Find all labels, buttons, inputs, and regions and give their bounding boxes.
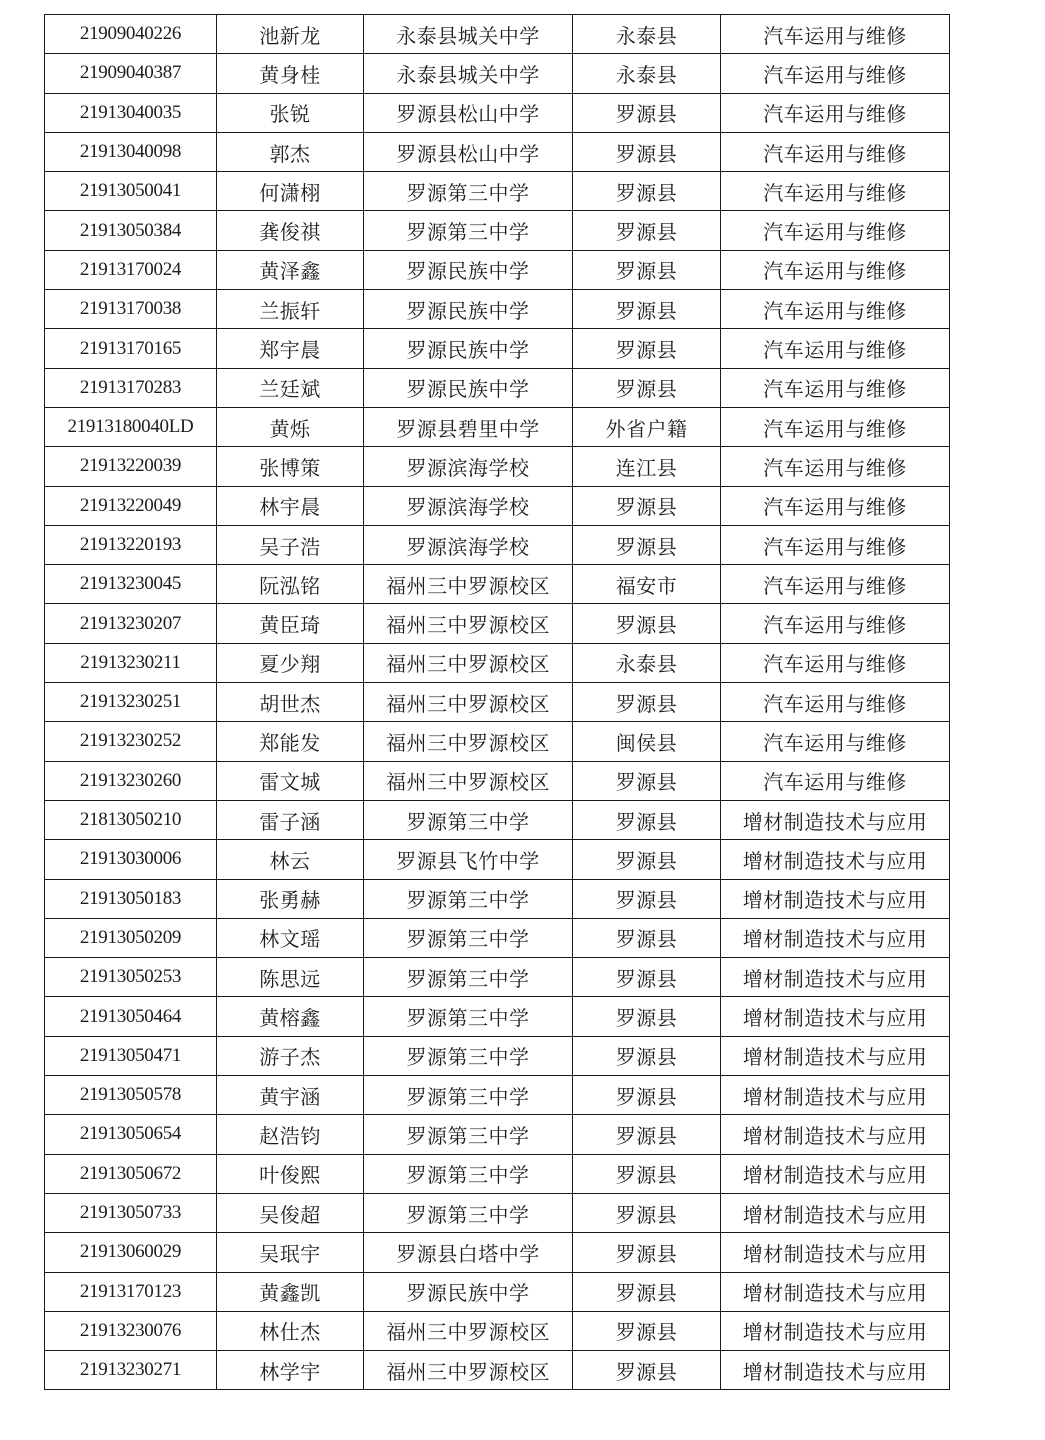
exam-id-cell: 21913050654	[45, 1115, 217, 1154]
student-name-cell: 赵浩钧	[217, 1115, 364, 1154]
table-row	[45, 1193, 950, 1232]
school-cell: 罗源第三中学	[364, 918, 573, 957]
exam-id-cell: 21913050672	[45, 1154, 217, 1193]
table-row	[45, 132, 950, 171]
major-cell: 汽车运用与维修	[721, 54, 950, 93]
school-cell: 罗源第三中学	[364, 879, 573, 918]
table-row	[45, 329, 950, 368]
school-cell: 罗源县飞竹中学	[364, 840, 573, 879]
school-cell: 罗源滨海学校	[364, 447, 573, 486]
major-cell: 增材制造技术与应用	[721, 997, 950, 1036]
table-row	[45, 761, 950, 800]
exam-id-cell: 21913050464	[45, 997, 217, 1036]
region-cell: 罗源县	[573, 486, 721, 525]
table-row	[45, 290, 950, 329]
exam-id-cell: 21913050471	[45, 1036, 217, 1075]
exam-id-cell: 21913170165	[45, 329, 217, 368]
student-name-cell: 林云	[217, 840, 364, 879]
major-cell: 增材制造技术与应用	[721, 1193, 950, 1232]
table-row	[45, 722, 950, 761]
table-row	[45, 1115, 950, 1154]
major-cell: 增材制造技术与应用	[721, 840, 950, 879]
exam-id-cell: 21913230045	[45, 565, 217, 604]
student-name-cell: 兰振轩	[217, 290, 364, 329]
region-cell: 罗源县	[573, 958, 721, 997]
major-cell: 汽车运用与维修	[721, 211, 950, 250]
student-name-cell: 黄榕鑫	[217, 997, 364, 1036]
student-name-cell: 龚俊祺	[217, 211, 364, 250]
school-cell: 福州三中罗源校区	[364, 1351, 573, 1390]
student-name-cell: 陈思远	[217, 958, 364, 997]
region-cell: 罗源县	[573, 1036, 721, 1075]
major-cell: 增材制造技术与应用	[721, 800, 950, 839]
exam-id-cell: 21913220193	[45, 525, 217, 564]
exam-id-cell: 21913170123	[45, 1272, 217, 1311]
region-cell: 罗源县	[573, 1193, 721, 1232]
exam-id-cell: 21913050384	[45, 211, 217, 250]
major-cell: 汽车运用与维修	[721, 250, 950, 289]
region-cell: 罗源县	[573, 1154, 721, 1193]
school-cell: 福州三中罗源校区	[364, 565, 573, 604]
school-cell: 罗源县松山中学	[364, 132, 573, 171]
exam-id-cell: 21913230076	[45, 1311, 217, 1350]
major-cell: 汽车运用与维修	[721, 525, 950, 564]
exam-id-cell: 21913170024	[45, 250, 217, 289]
student-name-cell: 游子杰	[217, 1036, 364, 1075]
student-name-cell: 张博策	[217, 447, 364, 486]
table-row	[45, 1076, 950, 1115]
table-row	[45, 525, 950, 564]
major-cell: 增材制造技术与应用	[721, 1233, 950, 1272]
student-name-cell: 阮泓铭	[217, 565, 364, 604]
exam-id-cell: 21909040226	[45, 15, 217, 54]
school-cell: 罗源第三中学	[364, 211, 573, 250]
school-cell: 罗源第三中学	[364, 1115, 573, 1154]
region-cell: 罗源县	[573, 1351, 721, 1390]
school-cell: 罗源县白塔中学	[364, 1233, 573, 1272]
school-cell: 福州三中罗源校区	[364, 643, 573, 682]
exam-id-cell: 21913050183	[45, 879, 217, 918]
school-cell: 罗源第三中学	[364, 1193, 573, 1232]
table-row	[45, 54, 950, 93]
region-cell: 罗源县	[573, 1272, 721, 1311]
region-cell: 罗源县	[573, 604, 721, 643]
major-cell: 汽车运用与维修	[721, 486, 950, 525]
student-name-cell: 黄鑫凯	[217, 1272, 364, 1311]
region-cell: 罗源县	[573, 368, 721, 407]
major-cell: 增材制造技术与应用	[721, 1272, 950, 1311]
exam-id-cell: 21913230260	[45, 761, 217, 800]
table-row	[45, 486, 950, 525]
school-cell: 罗源县碧里中学	[364, 407, 573, 446]
region-cell: 罗源县	[573, 250, 721, 289]
student-list-table-container	[44, 14, 949, 1390]
major-cell: 汽车运用与维修	[721, 565, 950, 604]
region-cell: 罗源县	[573, 329, 721, 368]
exam-id-cell: 21813050210	[45, 800, 217, 839]
region-cell: 永泰县	[573, 54, 721, 93]
table-row	[45, 1036, 950, 1075]
exam-id-cell: 21913040035	[45, 93, 217, 132]
student-name-cell: 吴子浩	[217, 525, 364, 564]
student-name-cell: 雷文城	[217, 761, 364, 800]
major-cell: 汽车运用与维修	[721, 368, 950, 407]
table-row	[45, 1272, 950, 1311]
region-cell: 罗源县	[573, 761, 721, 800]
major-cell: 汽车运用与维修	[721, 643, 950, 682]
table-row	[45, 918, 950, 957]
major-cell: 汽车运用与维修	[721, 407, 950, 446]
region-cell: 罗源县	[573, 879, 721, 918]
major-cell: 增材制造技术与应用	[721, 1311, 950, 1350]
school-cell: 罗源民族中学	[364, 1272, 573, 1311]
student-name-cell: 吴俊超	[217, 1193, 364, 1232]
student-name-cell: 黄宇涵	[217, 1076, 364, 1115]
school-cell: 永泰县城关中学	[364, 15, 573, 54]
school-cell: 罗源县松山中学	[364, 93, 573, 132]
exam-id-cell: 21913060029	[45, 1233, 217, 1272]
school-cell: 罗源民族中学	[364, 290, 573, 329]
major-cell: 汽车运用与维修	[721, 447, 950, 486]
major-cell: 增材制造技术与应用	[721, 1154, 950, 1193]
school-cell: 罗源第三中学	[364, 1154, 573, 1193]
school-cell: 罗源民族中学	[364, 329, 573, 368]
student-name-cell: 雷子涵	[217, 800, 364, 839]
region-cell: 罗源县	[573, 1115, 721, 1154]
student-name-cell: 黄身桂	[217, 54, 364, 93]
exam-id-cell: 21913040098	[45, 132, 217, 171]
exam-id-cell: 21913180040LD	[45, 407, 217, 446]
region-cell: 外省户籍	[573, 407, 721, 446]
school-cell: 福州三中罗源校区	[364, 604, 573, 643]
exam-id-cell: 21913230207	[45, 604, 217, 643]
region-cell: 罗源县	[573, 525, 721, 564]
table-row	[45, 840, 950, 879]
region-cell: 罗源县	[573, 918, 721, 957]
table-row	[45, 997, 950, 1036]
exam-id-cell: 21913230252	[45, 722, 217, 761]
table-row	[45, 1351, 950, 1390]
table-row	[45, 211, 950, 250]
school-cell: 罗源民族中学	[364, 250, 573, 289]
major-cell: 汽车运用与维修	[721, 722, 950, 761]
table-row	[45, 879, 950, 918]
school-cell: 罗源第三中学	[364, 958, 573, 997]
major-cell: 汽车运用与维修	[721, 761, 950, 800]
student-name-cell: 郑能发	[217, 722, 364, 761]
table-row	[45, 447, 950, 486]
major-cell: 增材制造技术与应用	[721, 918, 950, 957]
region-cell: 罗源县	[573, 1076, 721, 1115]
student-name-cell: 林宇晨	[217, 486, 364, 525]
student-name-cell: 兰廷斌	[217, 368, 364, 407]
exam-id-cell: 21913050041	[45, 172, 217, 211]
table-body	[45, 15, 950, 1390]
region-cell: 罗源县	[573, 1311, 721, 1350]
region-cell: 连江县	[573, 447, 721, 486]
region-cell: 罗源县	[573, 997, 721, 1036]
table-row	[45, 565, 950, 604]
student-name-cell: 黄泽鑫	[217, 250, 364, 289]
major-cell: 汽车运用与维修	[721, 93, 950, 132]
region-cell: 罗源县	[573, 211, 721, 250]
exam-id-cell: 21909040387	[45, 54, 217, 93]
major-cell: 增材制造技术与应用	[721, 1115, 950, 1154]
school-cell: 福州三中罗源校区	[364, 722, 573, 761]
major-cell: 增材制造技术与应用	[721, 958, 950, 997]
school-cell: 罗源滨海学校	[364, 486, 573, 525]
student-name-cell: 黄臣琦	[217, 604, 364, 643]
region-cell: 福安市	[573, 565, 721, 604]
school-cell: 罗源民族中学	[364, 368, 573, 407]
student-name-cell: 张勇赫	[217, 879, 364, 918]
major-cell: 汽车运用与维修	[721, 683, 950, 722]
table-row	[45, 368, 950, 407]
school-cell: 罗源第三中学	[364, 800, 573, 839]
exam-id-cell: 21913030006	[45, 840, 217, 879]
school-cell: 罗源第三中学	[364, 997, 573, 1036]
student-name-cell: 郭杰	[217, 132, 364, 171]
exam-id-cell: 21913050209	[45, 918, 217, 957]
student-name-cell: 何潇栩	[217, 172, 364, 211]
region-cell: 罗源县	[573, 172, 721, 211]
exam-id-cell: 21913170038	[45, 290, 217, 329]
exam-id-cell: 21913220039	[45, 447, 217, 486]
school-cell: 福州三中罗源校区	[364, 1311, 573, 1350]
exam-id-cell: 21913230211	[45, 643, 217, 682]
exam-id-cell: 21913050733	[45, 1193, 217, 1232]
exam-id-cell: 21913230251	[45, 683, 217, 722]
student-name-cell: 叶俊熙	[217, 1154, 364, 1193]
table-row	[45, 172, 950, 211]
school-cell: 罗源第三中学	[364, 172, 573, 211]
table-row	[45, 683, 950, 722]
student-name-cell: 郑宇晨	[217, 329, 364, 368]
student-name-cell: 吴珉宇	[217, 1233, 364, 1272]
table-row	[45, 1233, 950, 1272]
student-name-cell: 林仕杰	[217, 1311, 364, 1350]
student-list-table	[44, 14, 950, 1390]
major-cell: 汽车运用与维修	[721, 15, 950, 54]
major-cell: 汽车运用与维修	[721, 290, 950, 329]
table-row	[45, 15, 950, 54]
major-cell: 汽车运用与维修	[721, 172, 950, 211]
region-cell: 闽侯县	[573, 722, 721, 761]
table-row	[45, 800, 950, 839]
student-name-cell: 胡世杰	[217, 683, 364, 722]
region-cell: 永泰县	[573, 15, 721, 54]
school-cell: 永泰县城关中学	[364, 54, 573, 93]
exam-id-cell: 21913170283	[45, 368, 217, 407]
school-cell: 福州三中罗源校区	[364, 683, 573, 722]
region-cell: 罗源县	[573, 93, 721, 132]
major-cell: 增材制造技术与应用	[721, 879, 950, 918]
student-name-cell: 林文瑶	[217, 918, 364, 957]
table-row	[45, 250, 950, 289]
school-cell: 罗源滨海学校	[364, 525, 573, 564]
region-cell: 罗源县	[573, 800, 721, 839]
table-row	[45, 958, 950, 997]
table-row	[45, 643, 950, 682]
school-cell: 罗源第三中学	[364, 1076, 573, 1115]
region-cell: 罗源县	[573, 132, 721, 171]
exam-id-cell: 21913050578	[45, 1076, 217, 1115]
major-cell: 增材制造技术与应用	[721, 1076, 950, 1115]
student-name-cell: 池新龙	[217, 15, 364, 54]
school-cell: 福州三中罗源校区	[364, 761, 573, 800]
student-name-cell: 张锐	[217, 93, 364, 132]
region-cell: 罗源县	[573, 840, 721, 879]
school-cell: 罗源第三中学	[364, 1036, 573, 1075]
region-cell: 罗源县	[573, 290, 721, 329]
region-cell: 永泰县	[573, 643, 721, 682]
major-cell: 汽车运用与维修	[721, 132, 950, 171]
student-name-cell: 黄烁	[217, 407, 364, 446]
major-cell: 增材制造技术与应用	[721, 1351, 950, 1390]
exam-id-cell: 21913230271	[45, 1351, 217, 1390]
major-cell: 汽车运用与维修	[721, 604, 950, 643]
student-name-cell: 林学宇	[217, 1351, 364, 1390]
exam-id-cell: 21913050253	[45, 958, 217, 997]
table-row	[45, 93, 950, 132]
student-name-cell: 夏少翔	[217, 643, 364, 682]
table-row	[45, 1154, 950, 1193]
table-row	[45, 407, 950, 446]
table-row	[45, 1311, 950, 1350]
major-cell: 汽车运用与维修	[721, 329, 950, 368]
region-cell: 罗源县	[573, 683, 721, 722]
major-cell: 增材制造技术与应用	[721, 1036, 950, 1075]
exam-id-cell: 21913220049	[45, 486, 217, 525]
table-row	[45, 604, 950, 643]
region-cell: 罗源县	[573, 1233, 721, 1272]
